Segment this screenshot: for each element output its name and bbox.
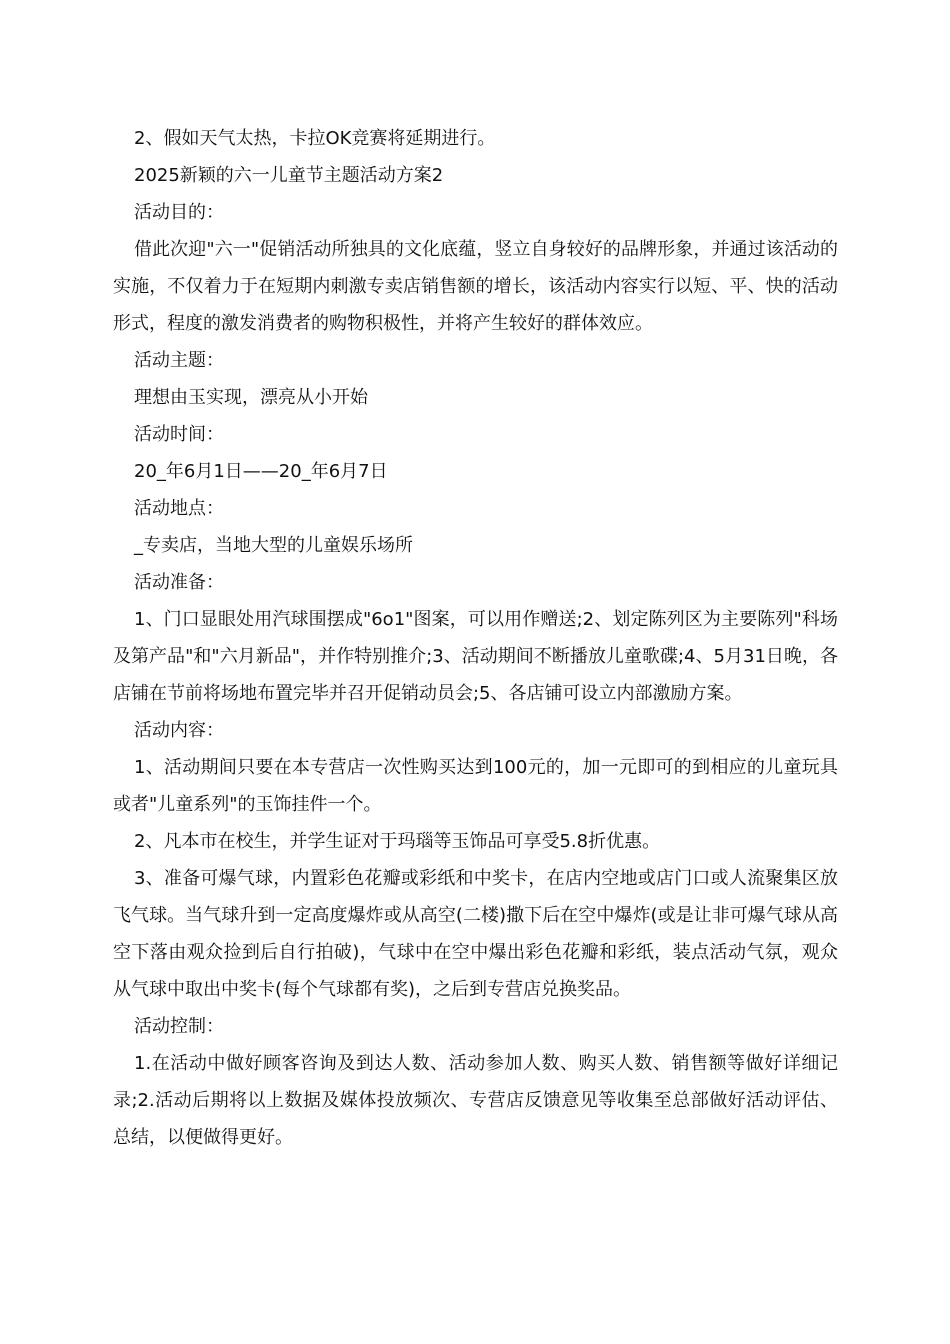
heading-content: 活动内容： — [134, 720, 224, 741]
heading-theme: 活动主题： — [134, 350, 224, 371]
paragraph-preparation: 1、门口显眼处用汽球围摆成"6o1"图案，可以用作赠送;2、划定陈列区为主要陈列"科场及第产品"和"六月新品"，并作特别推介;3、活动期间不断播放儿童歌碟;4、5月31日晚，各店铺在节前将场地布置完毕并召开促销动员会;5、各店铺可设立内部激励方案。 — [113, 609, 838, 704]
heading-control: 活动控制： — [134, 1016, 224, 1037]
paragraph-theme: 理想由玉实现，漂亮从小开始 — [134, 387, 368, 408]
heading-purpose: 活动目的： — [134, 202, 224, 223]
heading-location: 活动地点： — [134, 498, 224, 519]
paragraph-weather-delay: 2、假如天气太热，卡拉OK竞赛将延期进行。 — [134, 128, 496, 149]
paragraph-content-2: 2、凡本市在校生，并学生证对于玛瑙等玉饰品可享受5.8折优惠。 — [134, 831, 661, 852]
paragraph-control: 1.在活动中做好顾客咨询及到达人数、活动参加人数、购买人数、销售额等做好详细记录;2.活动后期将以上数据及媒体投放频次、专营店反馈意见等收集至总部做好活动评估、总结，以便做得更好。 — [113, 1053, 838, 1148]
heading-preparation: 活动准备： — [134, 572, 224, 593]
section-title: 2025新颖的六一儿童节主题活动方案2 — [134, 165, 444, 186]
paragraph-location: _专卖店，当地大型的儿童娱乐场所 — [134, 535, 413, 556]
paragraph-content-3: 3、准备可爆气球，内置彩色花瓣或彩纸和中奖卡，在店内空地或店门口或人流聚集区放飞气球。当气球升到一定高度爆炸或从高空(二楼)撒下后在空中爆炸(或是让非可爆气球从高空下落由观众捡到后自行拍破)，气球中在空中爆出彩色花瓣和彩纸，装点活动气氛，观众从气球中取出中奖卡(每个气球都有奖)，之后到专营店兑换奖品。 — [113, 868, 838, 1000]
document-body — [113, 120, 838, 1156]
paragraph-time: 20_年6月1日——20_年6月7日 — [134, 461, 388, 482]
paragraph-purpose: 借此次迎"六一"促销活动所独具的文化底蕴，竖立自身较好的品牌形象，并通过该活动的实施，不仅着力于在短期内刺激专卖店销售额的增长，该活动内容实行以短、平、快的活动形式，程度的激发消费者的购物积极性，并将产生较好的群体效应。 — [113, 239, 838, 334]
heading-time: 活动时间： — [134, 424, 224, 445]
paragraph-content-1: 1、活动期间只要在本专营店一次性购买达到100元的，加一元即可的到相应的儿童玩具或者"儿童系列"的玉饰挂件一个。 — [113, 757, 838, 815]
